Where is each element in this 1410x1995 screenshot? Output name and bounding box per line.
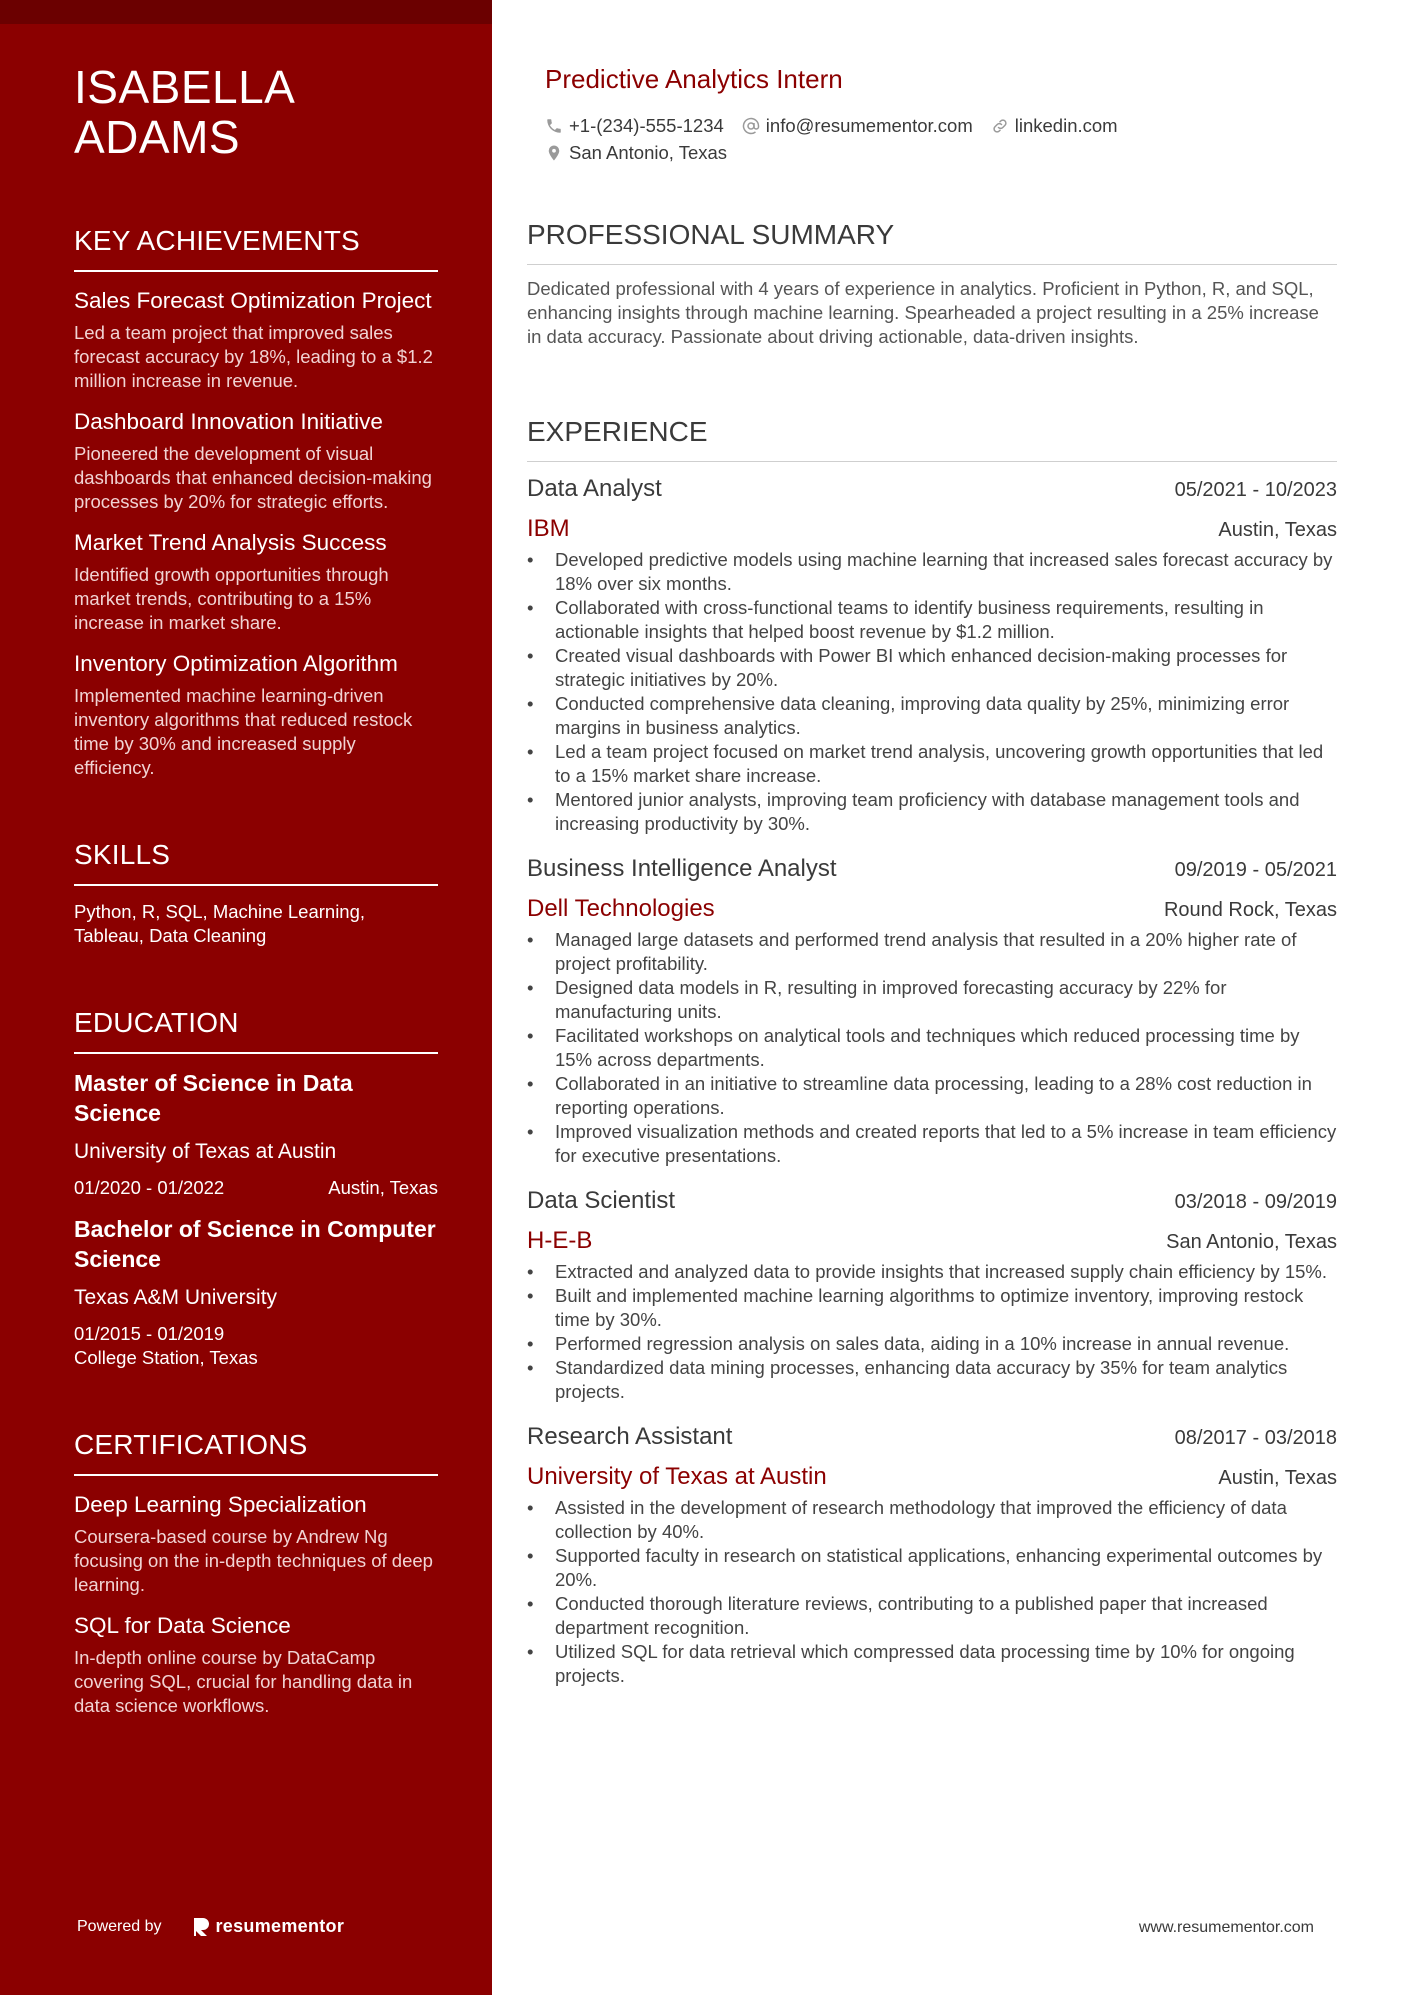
certification-title: Deep Learning Specialization bbox=[74, 1492, 367, 1517]
achievements-section bbox=[74, 224, 438, 780]
job-bullet: • Designed data models in R, resulting in improved forecasting accuracy by 22% for manufacturing units. bbox=[527, 976, 1337, 1024]
summary-heading: PROFESSIONAL SUMMARY bbox=[527, 218, 1337, 265]
phone-text: +1-(234)-555-1234 bbox=[569, 114, 724, 136]
job-bullet: • Improved visualization methods and created reports that led to a 5% increase in team efficiency for executive presentations. bbox=[527, 1120, 1337, 1168]
job-dates: 08/2017 - 03/2018 bbox=[1174, 1427, 1337, 1449]
powered-by bbox=[77, 1916, 344, 1937]
certifications-heading: CERTIFICATIONS bbox=[74, 1428, 438, 1476]
achievement-title: Dashboard Innovation Initiative bbox=[74, 409, 383, 434]
job-bullet: • Led a team project focused on market trend analysis, uncovering growth opportunities that led to a 15% market share increase. bbox=[527, 740, 1337, 788]
job-bullet: • Performed regression analysis on sales data, aiding in a 10% increase in annual revenue. bbox=[527, 1332, 1337, 1356]
achievement-desc: Pioneered the development of visual dashboards that enhanced decision-making processes by 20% for strategic efforts. bbox=[74, 443, 432, 512]
job-bullet: • Managed large datasets and performed trend analysis that resulted in a 20% higher rate of project profitability. bbox=[527, 928, 1337, 976]
education-degree: Bachelor of Science in Computer Science bbox=[74, 1216, 436, 1272]
contact-location bbox=[545, 142, 727, 164]
candidate-name bbox=[74, 62, 438, 162]
certification-item bbox=[74, 1611, 438, 1718]
job-bullet: • Built and implemented machine learning algorithms to optimize inventory, improving restock time by 30%. bbox=[527, 1284, 1337, 1332]
education-item bbox=[74, 1214, 438, 1370]
job-bullet: • Facilitated workshops on analytical tools and techniques which reduced processing time by 15% across departments. bbox=[527, 1024, 1337, 1072]
job-company: University of Texas at Austin bbox=[527, 1463, 827, 1490]
experience-item bbox=[527, 474, 1337, 836]
achievement-title: Market Trend Analysis Success bbox=[74, 530, 387, 555]
job-bullets bbox=[527, 1496, 1337, 1688]
job-company: Dell Technologies bbox=[527, 895, 715, 922]
at-sign-icon bbox=[742, 117, 760, 135]
achievements-heading: KEY ACHIEVEMENTS bbox=[74, 224, 438, 272]
contact-email[interactable] bbox=[742, 115, 973, 137]
job-company: H-E-B bbox=[527, 1227, 593, 1254]
achievement-title: Sales Forecast Optimization Project bbox=[74, 288, 432, 313]
certification-title: SQL for Data Science bbox=[74, 1613, 291, 1638]
job-role: Business Intelligence Analyst bbox=[527, 855, 837, 882]
job-bullet: • Developed predictive models using machine learning that increased sales forecast accuracy by 18% over six months. bbox=[527, 548, 1337, 596]
job-bullet: • Mentored junior analysts, improving team proficiency with database management tools and increasing productivity by 30%. bbox=[527, 788, 1337, 836]
achievement-title: Inventory Optimization Algorithm bbox=[74, 651, 398, 676]
contact-linkedin[interactable] bbox=[991, 115, 1118, 137]
certifications-section bbox=[74, 1428, 438, 1718]
job-bullets bbox=[527, 1260, 1337, 1404]
certification-desc: Coursera-based course by Andrew Ng focusing on the in-depth techniques of deep learning. bbox=[74, 1526, 433, 1595]
job-location: Austin, Texas bbox=[1218, 519, 1337, 541]
location-text: San Antonio, Texas bbox=[569, 141, 728, 163]
location-pin-icon bbox=[545, 144, 563, 162]
job-location: Round Rock, Texas bbox=[1163, 899, 1337, 921]
certification-desc: In-depth online course by DataCamp covering SQL, crucial for handling data in data science workflows. bbox=[74, 1647, 413, 1716]
job-dates: 09/2019 - 05/2021 bbox=[1174, 859, 1337, 881]
achievement-item bbox=[74, 528, 438, 635]
education-location: Austin, Texas bbox=[328, 1177, 438, 1198]
job-bullet: • Standardized data mining processes, enhancing data accuracy by 35% for team analytics projects. bbox=[527, 1356, 1337, 1404]
education-heading: EDUCATION bbox=[74, 1006, 438, 1054]
job-dates: 05/2021 - 10/2023 bbox=[1174, 479, 1337, 501]
skills-list: Python, R, SQL, Machine Learning, Tableau, Data Cleaning bbox=[74, 901, 366, 946]
job-role: Data Analyst bbox=[527, 475, 662, 502]
brand-name: resumementor bbox=[215, 1916, 345, 1936]
education-item bbox=[74, 1068, 438, 1200]
job-bullet: • Conducted comprehensive data cleaning, improving data quality by 25%, minimizing error margins in business analytics. bbox=[527, 692, 1337, 740]
education-degree: Master of Science in Data Science bbox=[74, 1070, 353, 1126]
job-bullet: • Assisted in the development of research methodology that improved the efficiency of data collection by 40%. bbox=[527, 1496, 1337, 1544]
job-bullet: • Collaborated in an initiative to streamline data processing, leading to a 28% cost reduction in reporting operations. bbox=[527, 1072, 1337, 1120]
contact-info bbox=[545, 112, 1325, 166]
education-school: Texas A&M University bbox=[74, 1286, 278, 1309]
job-dates: 03/2018 - 09/2019 bbox=[1174, 1191, 1337, 1213]
education-dates: 01/2020 - 01/2022 bbox=[74, 1177, 225, 1198]
achievement-desc: Implemented machine learning-driven inventory algorithms that reduced restock time by 30% and increased supply efficiency. bbox=[74, 685, 413, 778]
phone-icon bbox=[545, 117, 563, 135]
skills-section bbox=[74, 838, 438, 948]
achievement-item bbox=[74, 286, 438, 393]
experience-section bbox=[527, 415, 1337, 1688]
job-bullet: • Collaborated with cross-functional teams to identify business requirements, resulting in actionable insights that helped boost revenue by $1.2 million. bbox=[527, 596, 1337, 644]
job-location: Austin, Texas bbox=[1218, 1467, 1337, 1489]
achievement-desc: Led a team project that improved sales forecast accuracy by 18%, leading to a $1.2 million increase in revenue. bbox=[74, 322, 433, 391]
experience-item bbox=[527, 1186, 1337, 1404]
job-role: Research Assistant bbox=[527, 1423, 733, 1450]
name-line-1: ISABELLA bbox=[74, 61, 296, 113]
job-location: San Antonio, Texas bbox=[1166, 1231, 1337, 1253]
job-role: Data Scientist bbox=[527, 1187, 676, 1214]
job-bullet: • Created visual dashboards with Power BI which enhanced decision-making processes for strategic initiatives by 20%. bbox=[527, 644, 1337, 692]
certification-item bbox=[74, 1490, 438, 1597]
link-icon bbox=[991, 117, 1009, 135]
resumementor-logo-icon bbox=[192, 1917, 210, 1937]
job-bullets bbox=[527, 548, 1337, 836]
skills-heading: SKILLS bbox=[74, 838, 438, 886]
job-bullets bbox=[527, 928, 1337, 1168]
job-bullet: • Extracted and analyzed data to provide insights that increased supply chain efficiency by 15%. bbox=[527, 1260, 1337, 1284]
experience-heading: EXPERIENCE bbox=[527, 415, 1337, 462]
experience-item bbox=[527, 854, 1337, 1168]
achievement-item bbox=[74, 407, 438, 514]
education-section bbox=[74, 1006, 438, 1370]
job-bullet: • Supported faculty in research on statistical applications, enhancing experimental outcomes by 20%. bbox=[527, 1544, 1337, 1592]
experience-item bbox=[527, 1422, 1337, 1688]
name-line-2: ADAMS bbox=[74, 111, 241, 163]
job-bullet: • Utilized SQL for data retrieval which compressed data processing time by 10% for ongoing projects. bbox=[527, 1640, 1337, 1688]
achievement-desc: Identified growth opportunities through market trends, contributing to a 15% increase in market share. bbox=[74, 564, 389, 633]
summary-section bbox=[527, 218, 1337, 349]
sidebar-top-bar bbox=[0, 0, 492, 24]
education-location: College Station, Texas bbox=[74, 1347, 258, 1368]
target-job-title: Predictive Analytics Intern bbox=[545, 64, 843, 94]
job-bullet: • Conducted thorough literature reviews, contributing to a published paper that increased department recognition. bbox=[527, 1592, 1337, 1640]
summary-text: Dedicated professional with 4 years of experience in analytics. Proficient in Python, R, and SQL, enhancing insights through machine learning. Spearheaded a project resulting in a 25% increase in data accuracy. Passionate about driving actionable, data-driven insights. bbox=[527, 278, 1319, 347]
email-text: info@resumementor.com bbox=[765, 114, 973, 136]
linkedin-text: linkedin.com bbox=[1014, 114, 1118, 136]
sidebar bbox=[0, 0, 492, 1995]
footer-url[interactable]: www.resumementor.com bbox=[1138, 1919, 1314, 1936]
job-company: IBM bbox=[527, 515, 570, 542]
contact-phone[interactable] bbox=[545, 115, 724, 137]
education-school: University of Texas at Austin bbox=[74, 1140, 337, 1163]
powered-by-label: Powered by bbox=[77, 1917, 162, 1935]
education-dates: 01/2015 - 01/2019 bbox=[74, 1323, 225, 1344]
achievement-item bbox=[74, 649, 438, 780]
